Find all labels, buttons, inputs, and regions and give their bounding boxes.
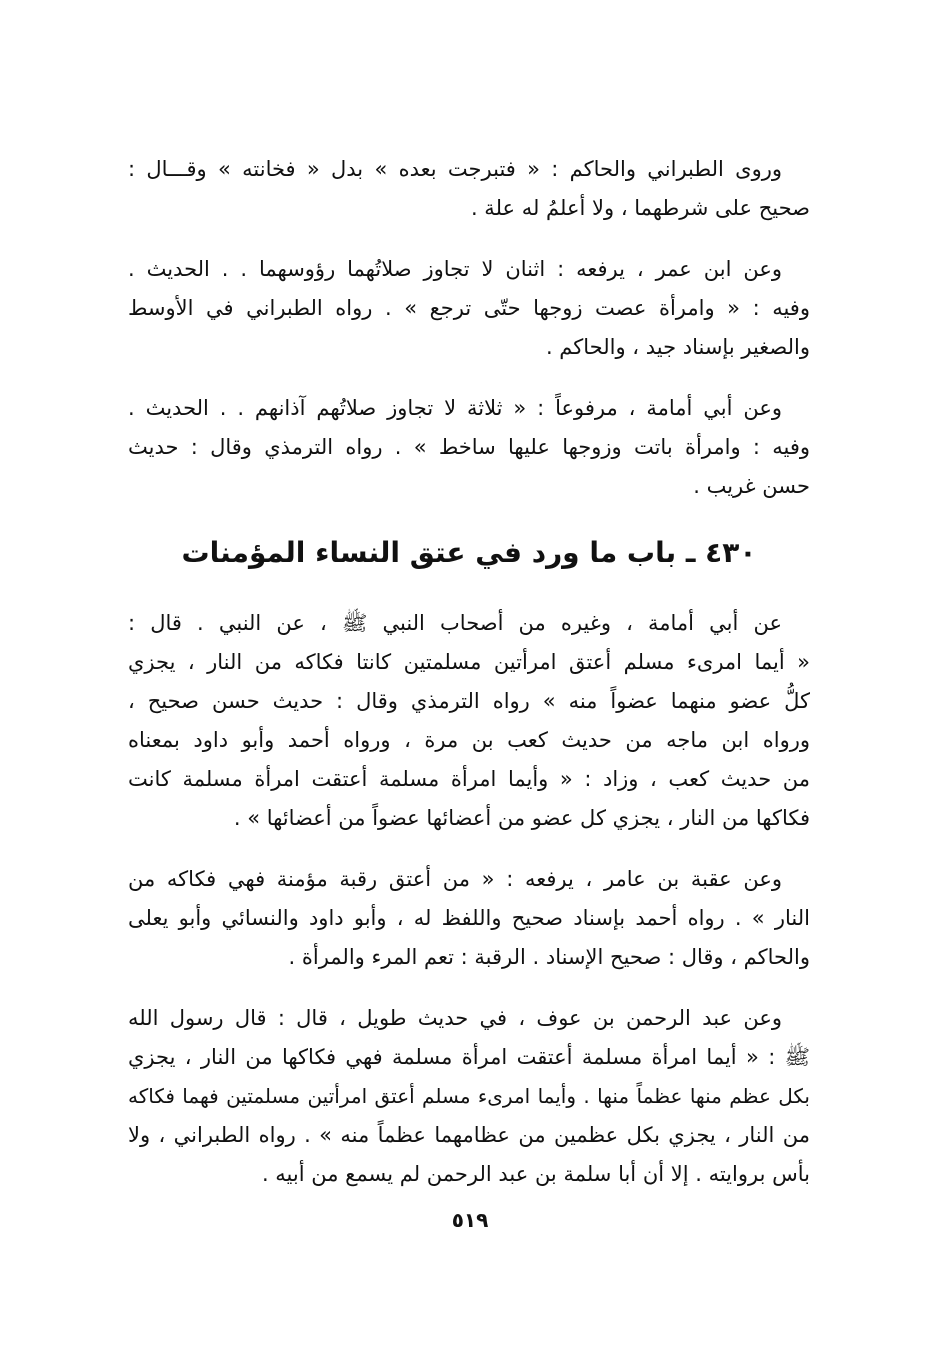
text-line: من حديث كعب ، وزاد : « وأيما امرأة مسلمة أعتقت امرأة مسلمة كانت [128, 767, 810, 791]
text-line: وفيه : « وامرأة عصت زوجها حتّى ترجع » . رواه الطبراني في الأوسط [128, 296, 810, 320]
paragraph-abu-umama-itq [128, 604, 810, 838]
text-line: وعن عبد الرحمن بن عوف ، في حديث طويل ، قال : قال رسول الله [128, 1006, 782, 1030]
paragraph-abu-umama [128, 389, 810, 506]
text-line: كلُّ عضو منهما عضواً منه » رواه الترمذي وقال : حديث حسن صحيح ، [128, 689, 810, 713]
text-line: بأس بروايته . إلا أن أبا سلمة بن عبد الرحمن لم يسمع من أبيه . [261, 1162, 810, 1186]
text-line: وعن أبي أمامة ، مرفوعاً : « ثلاثة لا تجاوز صلاتُهم آذانهم . . الحديث . [128, 396, 782, 420]
text-line: ورواه ابن ماجه من حديث كعب بن مرة ، ورواه أحمد وأبو داود بمعناه [128, 728, 810, 752]
text-line: وعن عقبة بن عامر ، يرفعه : « من أعتق رقبة مؤمنة فهي فكاكه من [128, 867, 782, 891]
text-line: من النار ، يجزي بكل عظمين من عظامهما عظماً منه » . رواه الطبراني ، ولا [128, 1123, 810, 1147]
text-line: حسن غريب . [693, 474, 810, 498]
text-line: صحيح على شرطهما ، ولا أعلمُ له علة . [470, 196, 810, 220]
text-line: « أيما امرىء مسلم أعتق امرأتين مسلمتين كانتا فكاكه من النار ، يجزي [128, 650, 810, 674]
paragraph-tabarani-hakim [128, 150, 810, 228]
text-line: والحاكم ، وقال : صحيح الإسناد . الرقبة : تعم المرء والمرأة . [288, 945, 810, 969]
text-line: عن أبي أمامة ، وغيره من أصحاب النبي ﷺ ، عن النبي . قال : [128, 611, 782, 635]
text-line: بكل عظم منها عظماً منها . وأيما امرىء مسلم أعتق امرأتين مسلمتين فهما فكاكه [128, 1084, 810, 1108]
text-line: والصغير بإسناد جيد ، والحاكم . [545, 335, 810, 359]
paragraph-abdurrahman [128, 999, 810, 1194]
text-line: وروى الطبراني والحاكم : « فتبرجت بعده » بدل « فخانته » وقـــال : [128, 157, 782, 181]
text-line: وعن ابن عمر ، يرفعه : اثنان لا تجاوز صلاتُهما رؤوسهما . . الحديث . [128, 257, 782, 281]
text-line: النار » . رواه أحمد بإسناد صحيح واللفظ له ، وأبو داود والنسائي وأبو يعلى [128, 906, 810, 930]
text-line: ﷺ : « أيما امرأة مسلمة أعتقت امرأة مسلمة فهي فكاكها من النار ، يجزي [128, 1045, 810, 1069]
text-line: وفيه : وامرأة باتت وزوجها عليها ساخط » . رواه الترمذي وقال : حديث [128, 435, 810, 459]
page-number: ٥١٩ [451, 1208, 489, 1232]
paragraph-uqba [128, 860, 810, 977]
text-line: فكاكها من النار ، يجزي كل عضو من أعضائها عضواً من أعضائها » . [233, 806, 810, 830]
paragraph-ibn-umar [128, 250, 810, 367]
page-body [128, 150, 810, 1216]
chapter-heading: ٤٣٠ ـ باب ما ورد في عتق النساء المؤمنات [181, 536, 757, 569]
